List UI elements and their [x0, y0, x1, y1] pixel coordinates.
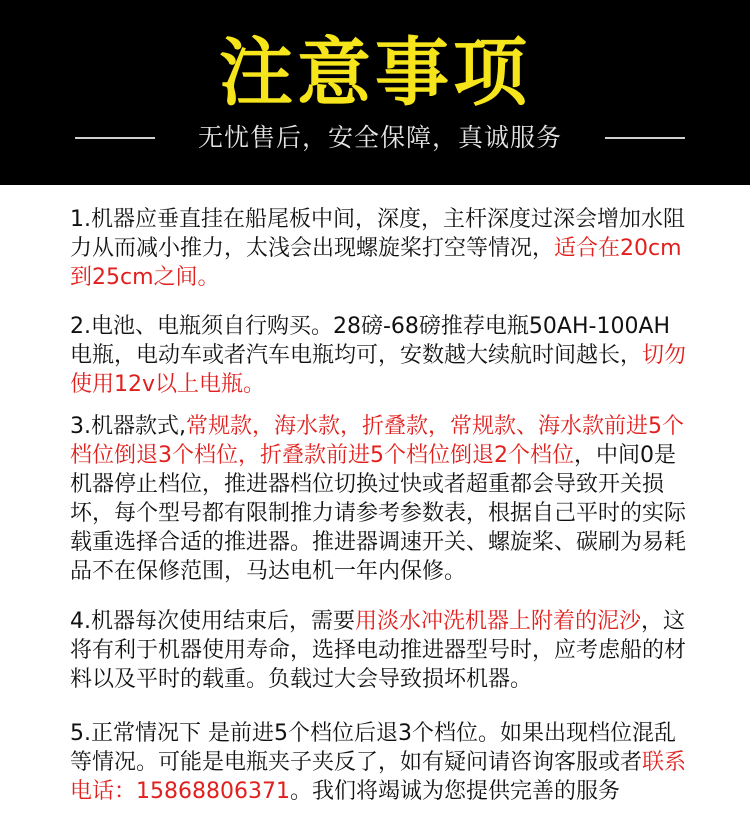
note-4-text-cont: ，这将有利于机器使用寿命，选择电动推进器型号时，应考虑船的材料以及平时的载重。负载过大会导致损坏机器。: [70, 609, 687, 692]
note-5-text: 5.正常情况下 是前进5个档位后退3个档位。如果出现档位混乱等情况。可能是电瓶夹子夹反了，如有疑问请咨询客服或者: [70, 721, 676, 775]
note-5-text-cont: 。我们将竭诚为您提供完善的服务: [289, 779, 620, 804]
note-2: [70, 312, 692, 399]
right-divider: [605, 137, 685, 139]
note-3-text: 3.机器款式,: [70, 414, 186, 439]
left-divider: [75, 137, 155, 139]
contact-phone: 联系电话：15868806371: [70, 750, 687, 804]
note-2-highlight: 切勿使用12v以上电瓶。: [70, 343, 687, 397]
page-title: 注意事项: [219, 30, 531, 116]
note-1-text: 1.机器应垂直挂在船尾板中间，深度，主杆深度过深会增加水阻力从而减小推力，太浅会出现螺旋桨打空等情况，: [70, 207, 685, 261]
note-4-text: 4.机器每次使用结束后，需要: [70, 609, 355, 634]
note-2-text: 2.电池、电瓶须自行购买。28磅-68磅推荐电瓶50AH-100AH电瓶，电动车或者汽车电瓶均可，安数越大续航时间越长，: [70, 314, 671, 368]
note-5: [70, 719, 692, 806]
note-3-text-cont: ，中间0是机器停止档位，推进器档位切换过快或者超重都会导致开关损坏，每个型号都有限制推力请参考参数表，根据自己平时的实际载重选择合适的推进器。推进器调速开关、螺旋桨、碳刷为易耗品不在保修范围，马达电机一年内保修。: [70, 443, 687, 584]
page-subtitle: 无忧售后，安全保障，真诚服务: [197, 123, 562, 152]
note-4-highlight: 用淡水冲洗机器上附着的泥沙: [355, 609, 642, 634]
note-3: [70, 412, 692, 586]
note-4: [70, 607, 692, 694]
note-1: [70, 205, 692, 292]
note-3-highlight: 常规款，海水款，折叠款，常规款、海水款前进5个档位倒退3个档位，折叠款前进5个档位倒退2个档位: [70, 414, 684, 468]
subtitle-row: [0, 118, 750, 158]
note-1-highlight: 适合在20cm到25cm之间。: [70, 236, 682, 290]
header-banner: [0, 0, 750, 185]
